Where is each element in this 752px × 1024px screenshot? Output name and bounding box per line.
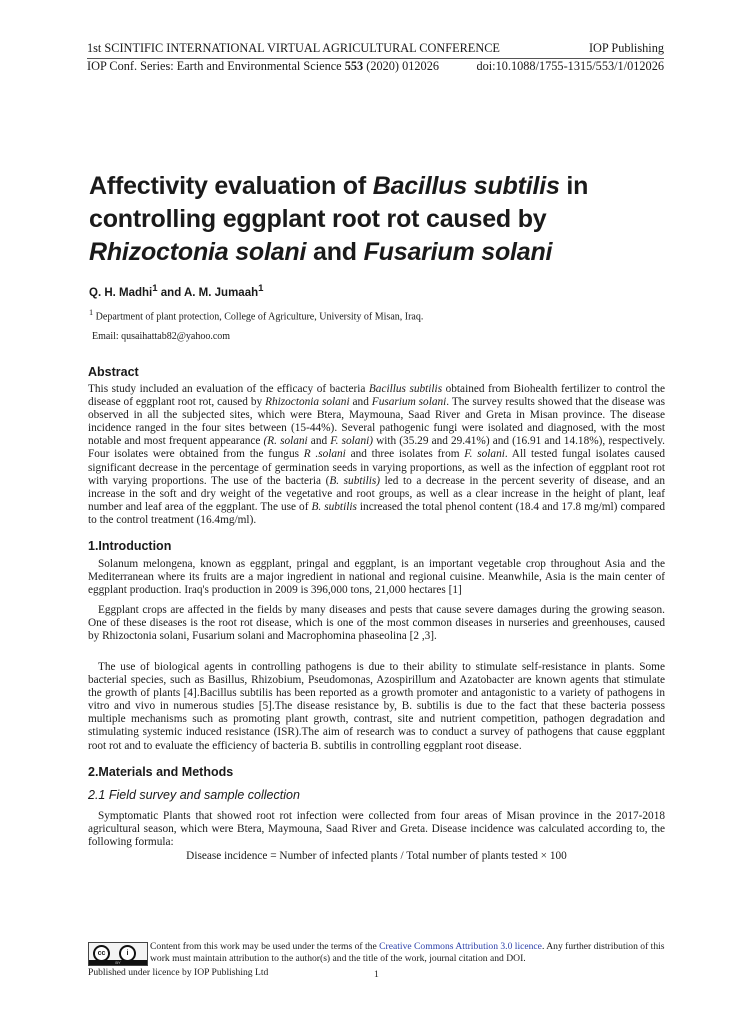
series-name: IOP Conf. Series: Earth and Environmental Science [87, 59, 345, 73]
introduction-heading: 1.Introduction [88, 539, 172, 553]
intro-paragraph-2 [88, 604, 665, 643]
paragraph-text: The use of biological agents in controlling pathogens is due to their ability to stimulate self-resistance in plants. Some bacterial species, such as Basillus, Rhizobium, Pseudomonas, Azospirillum and Azatobacter are known agents that stimulate the growth of plants [4].Bacillus subtilis has been reported as a growth promoter and antagonistic to a variety of pathogens in vitro and vivo in numerous studies [5].The disease resistance by, B. subtilis is due to the fact that these bacteria possess multiple mechanisms such as promoting plant growth, contrast, site and nutrient competition, pathogen degradation and stimulating systemic induced resistance (ISR).The aim of research was to conduct a survey of pathogens that cause eggplant root rot and to evaluate the efficiency of bacteria B. subtilis in controlling eggplant root disease. [88, 661, 665, 752]
affil-marker: 1 [258, 283, 264, 294]
title-part: in controlling eggplant root rot caused by [89, 172, 589, 233]
attribution-person-icon: i [119, 945, 136, 962]
methods-heading: 2.Materials and Methods [88, 765, 234, 779]
title-part: and [306, 238, 364, 266]
license-text: Content from this work may be used under the terms of the [150, 941, 380, 952]
author-email[interactable]: Email: qusaihattab82@yahoo.com [92, 331, 231, 342]
affiliation [89, 308, 423, 322]
paragraph-text: Symptomatic Plants that showed root rot infection were collected from four areas of Misan province in the 2017-2018 agricultural season, which were Btera, Maymouna, Saad River and Greta. Disease incidence was calculated according to, the following formula: [88, 810, 665, 849]
affiliation-text: Department of plant protection, College of Agriculture, University of Misan, Iraq. [93, 311, 424, 323]
author-name: Q. H. Madhi [89, 286, 153, 299]
author-name: and A. M. Jumaah [157, 286, 259, 299]
cc-icon: cc [93, 945, 110, 962]
series-citation [87, 59, 439, 74]
license-notice [150, 941, 670, 965]
title-italic: Rhizoctonia solani [89, 238, 307, 266]
title-italic: Fusarium solani [363, 238, 553, 266]
abstract-text: This study included an evaluation of the efficacy of bacteria Bacillus subtilis obtained from Biohealth fertilizer to control the disease of eggplant root rot, caused by Rhizoctonia solani and Fusarium solani. The survey results showed that the disease was observed in all the subjected sites, which were Btera, Maymouna, Saad River and Greta in Misan province. The disease incidence ranged in the four sites between (15-44%). Several pathogenic fungi were isolated and diagnosed, with the most notable and most frequent appearance (R. solani and F. solani) with (35.29 and 29.41%) and (16.91 and 14.18%), respectively. Four isolates were obtained from the fungus R .solani and three isolates from F. solani. All tested fungal isolates caused significant decrease in the percentage of germination seeds in varying proportions, as well as the infection of eggplant root rot with varying proportions. The use of the bacteria (B. subtilis) led to a decrease in the percent severity of disease, and an increase in the soft and dry weight of the vegetative and root groups, as well as a clear increase in the height of plant, leaf number and leaf area of the eggplant. The use of B. subtilis increased the total phenol content (18.4 and 17.8 mg/ml) compared to the control treatment (16.4mg/ml). [88, 383, 665, 526]
volume-number: 553 [344, 59, 364, 73]
creative-commons-logo[interactable] [88, 942, 148, 966]
abstract-heading: Abstract [88, 365, 139, 379]
page-number: 1 [374, 969, 379, 980]
paragraph-text: Eggplant crops are affected in the fields by many diseases and pests that cause severe damages during the growing season. One of these diseases is the root rot disease, which is one of the most common diseases in nurseries and greenhouses, caused by Rhizoctonia solani, Fusarium solani and Macrophomina phaseolina [2 ,3]. [88, 604, 665, 643]
conference-name: 1st SCINTIFIC INTERNATIONAL VIRTUAL AGRICULTURAL CONFERENCE [87, 41, 500, 55]
methods-paragraph-1 [88, 810, 665, 849]
affil-marker: 1 [89, 308, 94, 317]
affil-marker: 1 [152, 283, 158, 294]
title-part: Affectivity evaluation of [89, 172, 373, 200]
intro-paragraph-3 [88, 661, 665, 753]
intro-paragraph-1 [88, 558, 665, 597]
doi[interactable]: doi:10.1088/1755-1315/553/1/012026 [476, 59, 664, 73]
year-article: (2020) 012026 [363, 59, 439, 73]
author-list [89, 283, 263, 299]
license-text: . Any further distribution of this work must maintain attribution to the author(s) and the title of the work, journal citation and DOI. [150, 941, 665, 964]
paragraph-text: Solanum melongena, known as eggplant, pringal and eggplant, is an important vegetable crop throughout Asia and the Mediterranean where its fruits are a major ingredient in national and regional cuisine. Meanwhile, Asia is the main center of eggplant production. Iraq's production in 2009 is 396,000 tons, 21,000 hectares [1] [88, 558, 665, 597]
published-notice: Published under licence by IOP Publishing Ltd [88, 967, 269, 978]
title-italic: Bacillus subtilis [372, 172, 560, 200]
disease-incidence-formula: Disease incidence = Number of infected plants / Total number of plants tested × 100 [186, 850, 567, 862]
by-label: BY [89, 960, 147, 965]
paper-title [89, 170, 649, 269]
running-header [87, 41, 664, 59]
publisher-name: IOP Publishing [588, 41, 664, 55]
methods-subheading: 2.1 Field survey and sample collection [88, 788, 300, 802]
citation-line [87, 59, 664, 74]
license-link[interactable]: Creative Commons Attribution 3.0 licence [379, 941, 542, 952]
